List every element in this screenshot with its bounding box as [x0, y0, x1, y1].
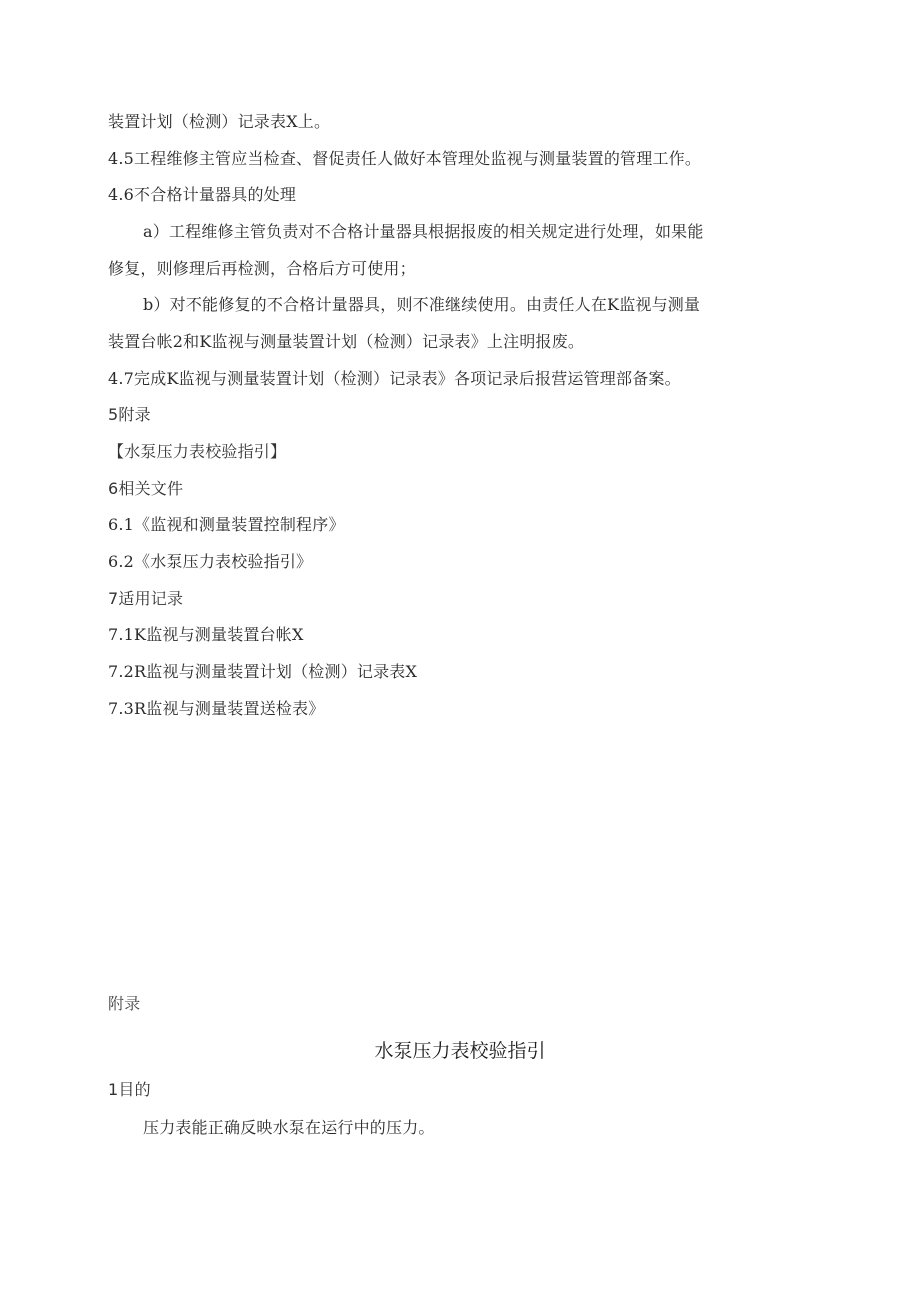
clause-4-6-b-continued: 装置台帐2和K监视与测量装置计划（检测）记录表》上注明报废。	[108, 332, 585, 351]
section-7-heading: 7适用记录	[108, 589, 184, 608]
record-7-1: 7.1K监视与测量装置台帐X	[108, 625, 304, 644]
related-document-6-1: 6.1《监视和测量装置控制程序》	[108, 515, 345, 534]
appendix-section-1-heading: 1目的	[108, 1080, 151, 1099]
clause-4-7: 4.7完成K监视与测量装置计划（检测）记录表》各项记录后报营运管理部备案。	[108, 369, 681, 388]
paragraph-line: 装置计划（检测）记录表X上。	[108, 112, 331, 131]
appendix-label: 附录	[108, 994, 141, 1013]
appendix-section-1-text: 压力表能正确反映水泵在运行中的压力。	[143, 1118, 435, 1137]
clause-4-6-a: a）工程维修主管负责对不合格计量器具根据报废的相关规定进行处理，如果能	[143, 222, 704, 241]
related-document-6-2: 6.2《水泵压力表校验指引》	[108, 552, 313, 571]
appendix-title: 水泵压力表校验指引	[374, 1040, 546, 1062]
appendix-reference: 【水泵压力表校验指引】	[108, 442, 287, 461]
section-6-heading: 6相关文件	[108, 479, 184, 498]
clause-4-6-a-continued: 修复，则修理后再检测，合格后方可使用；	[108, 259, 416, 278]
clause-4-6-heading: 4.6不合格计量器具的处理	[108, 185, 297, 204]
record-7-3: 7.3R监视与测量装置送检表》	[108, 699, 325, 718]
section-5-heading: 5附录	[108, 405, 151, 424]
clause-4-5: 4.5工程维修主管应当检查、督促责任人做好本管理处监视与测量装置的管理工作。	[108, 149, 702, 168]
record-7-2: 7.2R监视与测量装置计划（检测）记录表X	[108, 662, 418, 681]
clause-4-6-b: b）对不能修复的不合格计量器具，则不准继续使用。由责任人在K监视与测量	[143, 295, 701, 314]
